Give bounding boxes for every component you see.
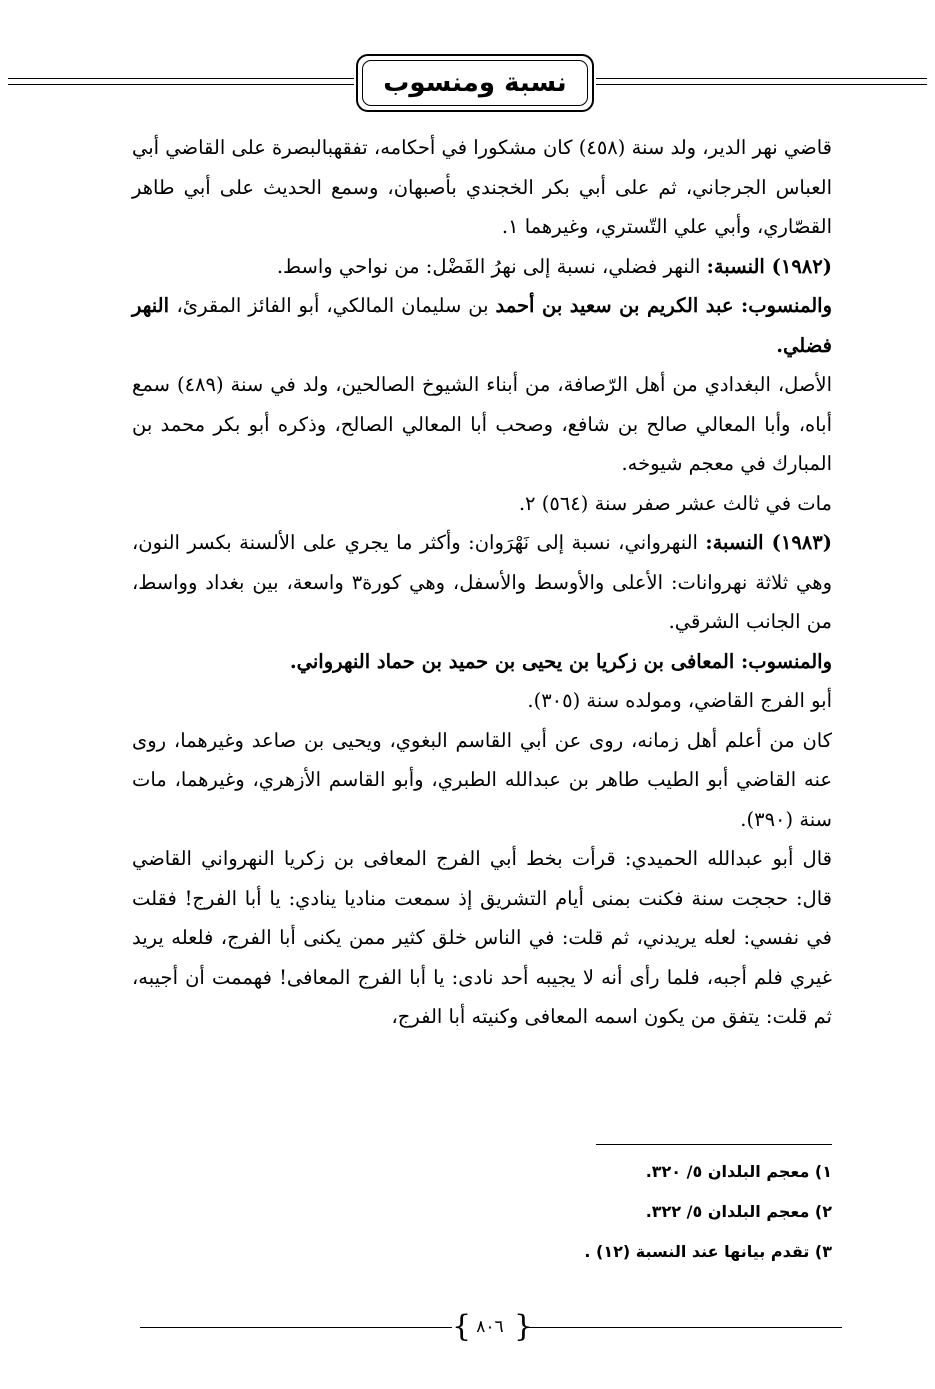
paragraph-text: كان من أعلم أهل زمانه، روى عن أبي القاسم البغوي، ويحيى بن صاعد وغيرهما، روى عنه القاضي أبو الطيب طاهر بن عبدالله الطبري، وأبو القاسم الأزهري، وغيرهما، مات سنة (٣٩٠). <box>132 728 832 831</box>
entry-label: (١٩٨٣) النسبة: <box>705 531 832 554</box>
footnotes <box>400 1152 832 1272</box>
running-title: نسبة ومنسوب <box>383 68 567 98</box>
footer-rule-left <box>140 1327 452 1328</box>
left-brace-icon: { <box>452 1309 472 1344</box>
paragraph-death <box>132 484 832 524</box>
footnote-3: ٣) تقدم بيانها عند النسبة (١٢) . <box>584 1242 832 1261</box>
entry-1982-nisba <box>132 247 832 287</box>
entry-1982-mansub <box>132 286 832 365</box>
paragraph-anecdote <box>132 839 832 1037</box>
paragraph-scholarship <box>132 721 832 840</box>
footnote-separator <box>596 1144 832 1145</box>
mansub-text: بن سليمان المالكي، أبو الفائز المقرئ، <box>176 294 496 317</box>
header-rule-left-2 <box>8 84 354 85</box>
mansub-tail: النهر فضلي. <box>132 294 832 357</box>
header-rule-left <box>8 78 354 79</box>
page-number: ٨٠٦ <box>476 1317 504 1337</box>
header-title-box <box>356 54 594 112</box>
paragraph-text: الأصل، البغدادي من أهل الرّصافة، من أبناء الشيوخ الصالحين، ولد في سنة (٤٨٩) سمع أباه، وأبا المعالي صالح بن شافع، وصحب أبا المعالي الصالح، وذكره أبو بكر محمد بن المبارك في معجم شيوخه. <box>132 373 832 475</box>
paragraph-text: مات في ثالث عشر صفر سنة (٥٦٤) ٢. <box>518 491 832 515</box>
entry-text: النهر فضلي، نسبة إلى نهرُ الفَضْل: من نواحي واسط. <box>276 254 707 278</box>
header-rule-right-2 <box>596 84 927 85</box>
right-brace-icon: } <box>514 1309 534 1344</box>
main-text <box>132 128 832 1037</box>
paragraph-biography <box>132 365 832 484</box>
footer-rule-right <box>528 1327 842 1328</box>
entry-1983-nisba <box>132 523 832 642</box>
paragraph-text: أبو الفرج القاضي، ومولده سنة (٣٠٥). <box>527 689 832 712</box>
page-footer <box>0 1310 935 1344</box>
mansub-label: والمنسوب: عبد الكريم بن سعيد بن أحمد <box>495 294 832 317</box>
entry-1983-mansub <box>132 642 832 682</box>
paragraph-continuation <box>132 128 832 247</box>
footnote-2: ٢) معجم البلدان ٥/ ٣٢٢. <box>645 1202 832 1221</box>
entry-label: (١٩٨٢) النسبة: <box>706 254 832 278</box>
paragraph-birth <box>132 681 832 721</box>
paragraph-text: قال أبو عبدالله الحميدي: قرأت بخط أبي الفرج المعافى بن زكريا النهرواني القاضي قال: حججت سنة فكنت بمنى أيام التشريق إذ سمعت مناديا ينادي: يا أبا الفرج! فقلت في نفسي: لعله يريدني، ثم قلت: في الناس خلق كثير ممن يكنى أبا الفرج، فلعله يريد غيري فلم أجبه، فلما رأى أنه لا يجيبه أحد نادى: يا أبا الفرج المعافى! فهممت أن أجيبه، ثم قلت: يتفق من يكون اسمه المعافى وكنيته أبا الفرج، <box>132 847 832 1028</box>
entry-text: النهرواني، نسبة إلى نَهْرَوان: وأكثر ما يجري على الألسنة بكسر النون، وهي ثلاثة نهروانات: الأعلى والأوسط والأسفل، وهي كورة٣ واسعة، بين بغداد وواسط، من الجانب الشرقي. <box>132 531 832 633</box>
paragraph-text: قاضي نهر الدير، ولد سنة (٤٥٨) كان مشكورا في أحكامه، تفقهبالبصرة على القاضي أبي العباس الجرجاني، ثم على أبي بكر الخجندي بأصبهان، وسمع الحديث على أبي طاهر القصّاري، وأبي علي التّستري، وغيرهما ١. <box>132 136 833 238</box>
mansub-text: والمنسوب: المعافى بن زكريا بن يحيى بن حميد بن حماد النهرواني. <box>289 649 832 673</box>
header-rule-right <box>596 78 927 79</box>
footnote-1: ١) معجم البلدان ٥/ ٣٢٠. <box>645 1162 832 1181</box>
page-header <box>0 54 935 114</box>
